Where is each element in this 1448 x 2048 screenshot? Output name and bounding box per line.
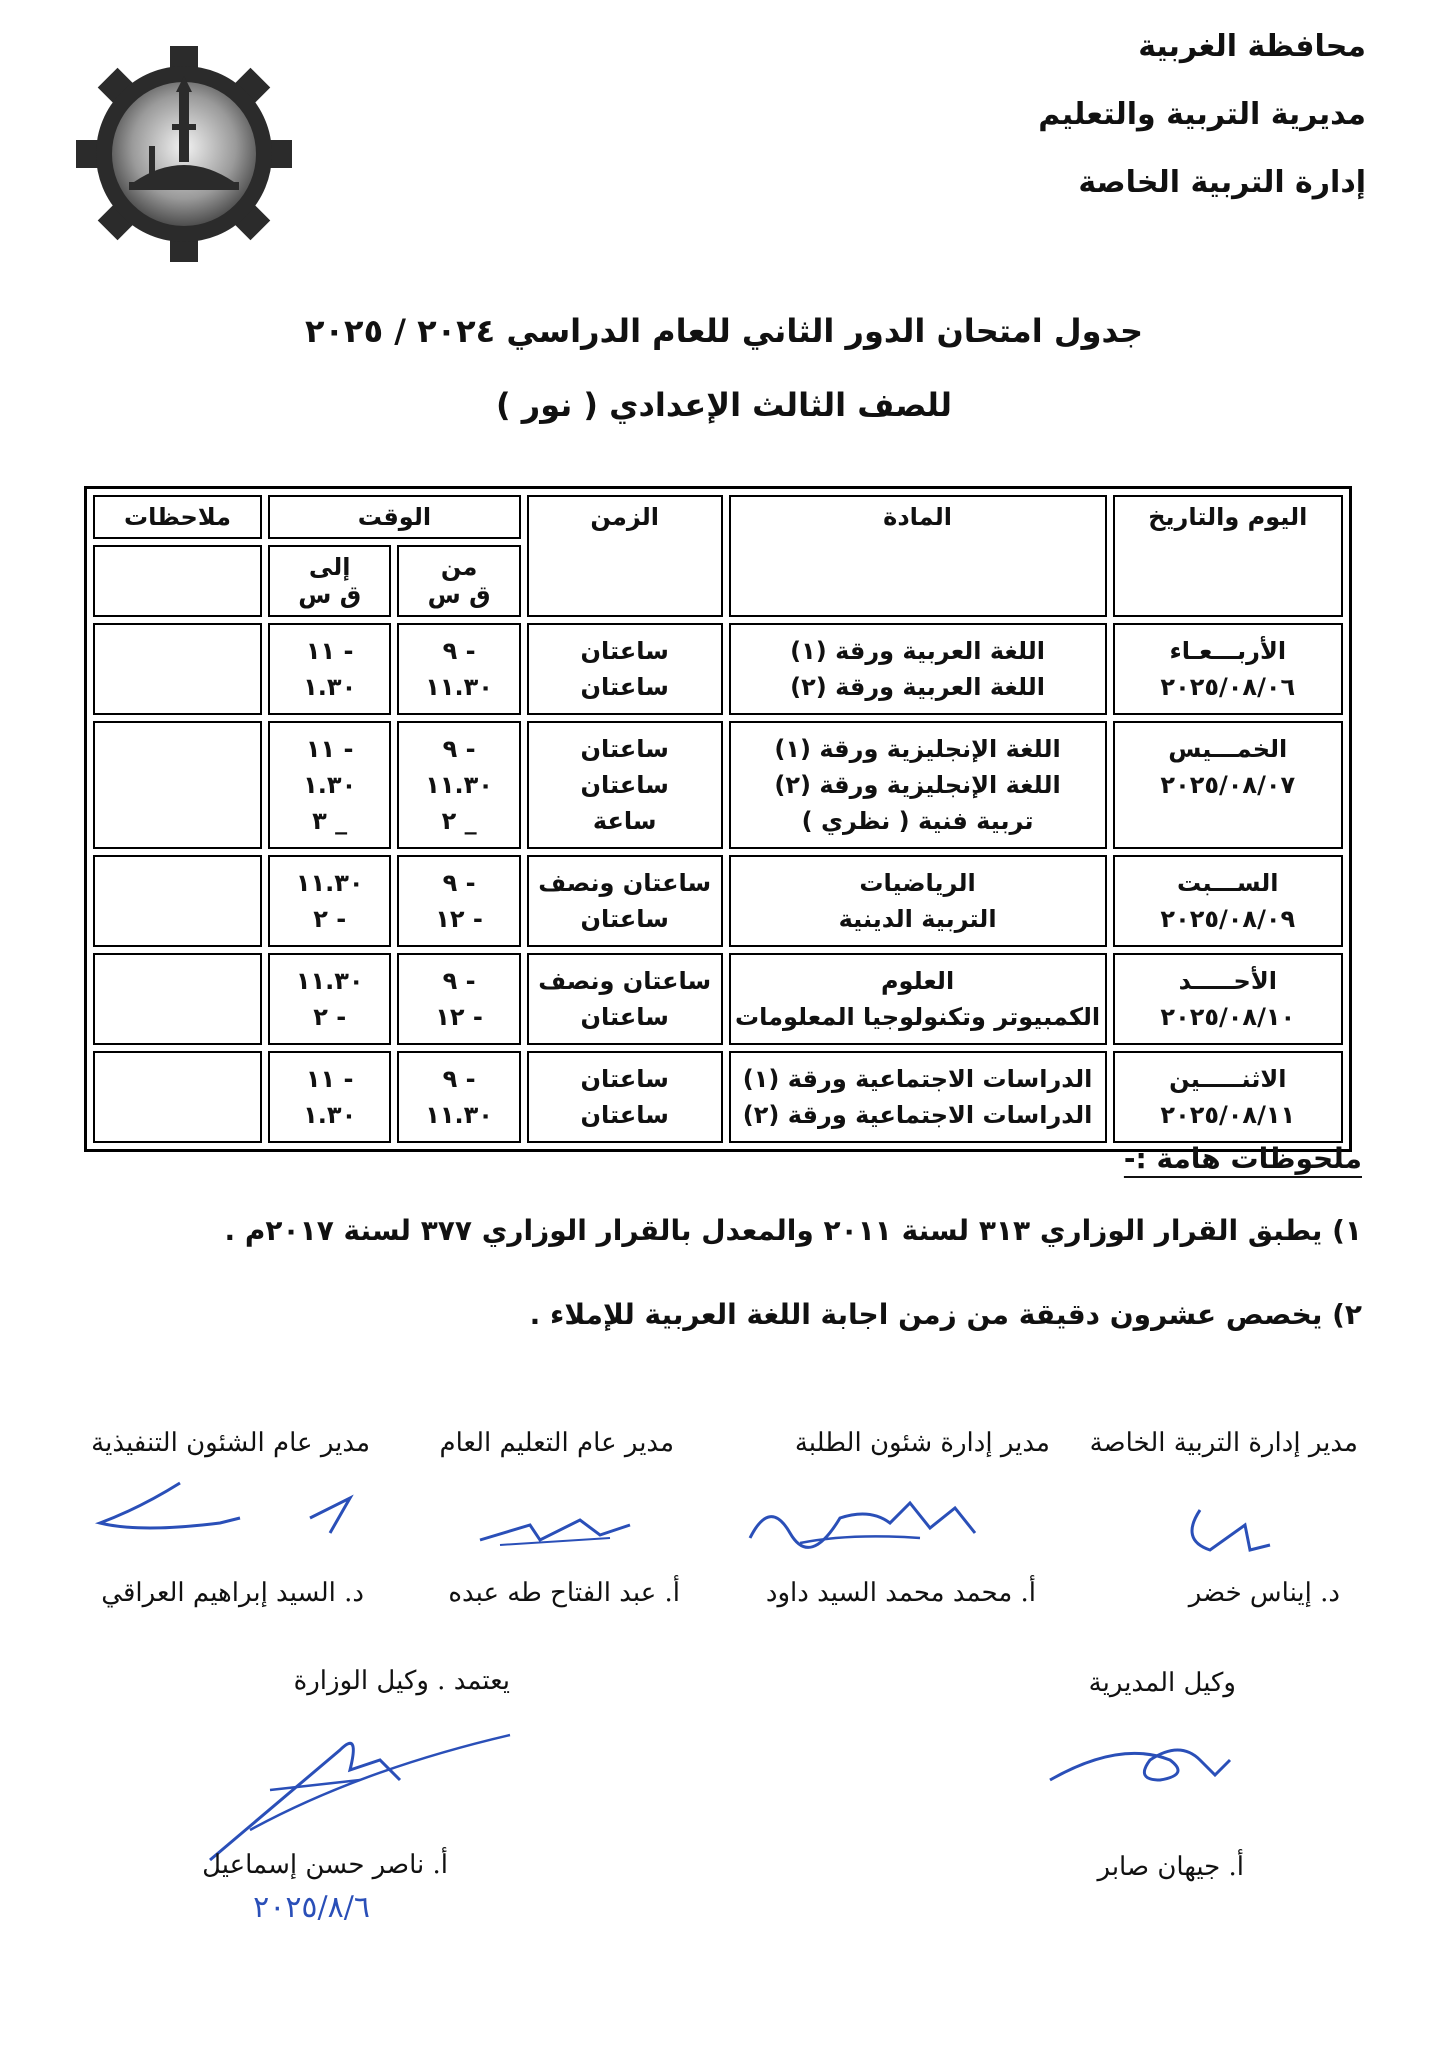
day-name: الأحـــــد: [1178, 967, 1277, 995]
time-to: ٢ -: [313, 905, 347, 933]
subject: اللغة الإنجليزية ورقة (٢): [774, 771, 1061, 799]
handwritten-date: ٢٠٢٥/٨/٦: [253, 1890, 370, 1925]
time-from: ١١.٣٠: [425, 1101, 493, 1129]
subject-cell: [729, 953, 1107, 1045]
day-date-cell: [1113, 721, 1343, 849]
governorate-line: محافظة الغربية: [1138, 29, 1366, 64]
duration: ساعة: [592, 807, 657, 835]
gear-minaret-logo-icon: [74, 44, 294, 264]
header-to: [268, 545, 391, 617]
duration: ساعتان: [580, 1101, 669, 1129]
time-from-cell: [397, 855, 520, 947]
subject: اللغة الإنجليزية ورقة (١): [774, 735, 1061, 763]
directorate-line: مديرية التربية والتعليم: [1038, 97, 1366, 132]
time-to: ١١.٣٠: [295, 869, 364, 897]
signatory-title: مدير عام التعليم العام: [439, 1428, 674, 1458]
time-from: ٩ -: [442, 735, 476, 763]
table-row: [93, 721, 1343, 849]
time-to-cell: [268, 721, 391, 849]
table-row: [93, 855, 1343, 947]
notes-cell: [93, 953, 262, 1045]
time-to-cell: [268, 953, 391, 1045]
exam-date: ٢٠٢٥/٠٨/٠٩: [1160, 905, 1296, 933]
to-label: إلى: [308, 553, 351, 581]
day-name: الأربـــعـاء: [1169, 637, 1287, 665]
duration-cell: [527, 1051, 723, 1143]
day-name: الاثنـــــين: [1169, 1065, 1287, 1093]
signatory-name: د. السيد إبراهيم العراقي: [101, 1578, 364, 1608]
note-item-1: ١) يطبق القرار الوزاري ٣١٣ لسنة ٢٠١١ والمعدل بالقرار الوزاري ٣٧٧ لسنة ٢٠١٧م .: [224, 1214, 1362, 1247]
time-to: ٢ -: [313, 1003, 347, 1031]
time-from: ٩ -: [442, 869, 476, 897]
subject: الرياضيات: [859, 869, 976, 897]
exam-date: ٢٠٢٥/٠٨/٠٦: [1160, 673, 1296, 701]
duration: ساعتان: [580, 1065, 669, 1093]
from-units: ق س: [427, 581, 491, 609]
duration: ساعتان ونصف: [538, 967, 712, 995]
time-to: ١١ -: [305, 1065, 354, 1093]
duration: ساعتان: [580, 771, 669, 799]
signature-mark: [470, 1500, 650, 1560]
time-to: ١١ -: [305, 735, 354, 763]
header-duration: الزمن: [527, 495, 723, 617]
exam-date: ٢٠٢٥/٠٨/٠٧: [1160, 771, 1296, 799]
time-from: ١٢ -: [435, 905, 483, 933]
header-subject: المادة: [729, 495, 1107, 617]
exam-date: ٢٠٢٥/٠٨/١٠: [1160, 1003, 1296, 1031]
day-name: الســـبت: [1177, 869, 1279, 897]
ministry-approval-title: يعتمد . وكيل الوزارة: [293, 1666, 510, 1696]
subject-cell: [729, 855, 1107, 947]
signatory-title: مدير إدارة التربية الخاصة: [1089, 1428, 1358, 1458]
signature-mark: [1170, 1480, 1290, 1580]
time-to: ١١ -: [305, 637, 354, 665]
notes-cell: [93, 1051, 262, 1143]
signatory-name: د. إيناس خضر: [1188, 1578, 1340, 1608]
department-line: إدارة التربية الخاصة: [1078, 165, 1366, 200]
note-item-2: ٢) يخصص عشرون دقيقة من زمن اجابة اللغة العربية للإملاء .: [529, 1298, 1362, 1331]
subject: تربية فنية ( نظري ): [801, 807, 1034, 835]
deputy-directorate-title: وكيل المديرية: [1088, 1668, 1236, 1698]
duration: ساعتان: [580, 637, 669, 665]
subject: اللغة العربية ورقة (٢): [790, 673, 1046, 701]
duration-cell: [527, 953, 723, 1045]
day-date-cell: [1113, 953, 1343, 1045]
time-from-cell: [397, 953, 520, 1045]
time-from-cell: [397, 721, 520, 849]
day-date-cell: [1113, 1051, 1343, 1143]
important-notes: [1124, 1142, 1362, 1175]
signatory-name: أ. محمد محمد السيد داود: [765, 1578, 1036, 1608]
deputy-directorate-name: أ. جيهان صابر: [1097, 1852, 1244, 1882]
exam-date: ٢٠٢٥/٠٨/١١: [1160, 1101, 1296, 1129]
header-notes: ملاحظات: [93, 495, 262, 539]
duration-cell: [527, 721, 723, 849]
to-units: ق س: [298, 581, 362, 609]
subject-cell: [729, 1051, 1107, 1143]
subject: الدراسات الاجتماعية ورقة (١): [742, 1065, 1093, 1093]
duration: ساعتان: [580, 1003, 669, 1031]
header-time: الوقت: [268, 495, 521, 539]
letterhead: [1038, 30, 1366, 234]
notes-cell: [93, 855, 262, 947]
subject-cell: [729, 623, 1107, 715]
time-to: ١١.٣٠: [295, 967, 364, 995]
notes-cell: [93, 623, 262, 715]
time-to: ١.٣٠: [303, 771, 357, 799]
duration: ساعتان: [580, 673, 669, 701]
day-date-cell: [1113, 855, 1343, 947]
page-subtitle: للصف الثالث الإعدادي ( نور ): [496, 386, 952, 424]
header-day-date: اليوم والتاريخ: [1113, 495, 1343, 617]
table-row: [93, 953, 1343, 1045]
subject: التربية الدينية: [838, 905, 997, 933]
time-from-cell: [397, 623, 520, 715]
subject: الدراسات الاجتماعية ورقة (٢): [742, 1101, 1093, 1129]
day-date-cell: [1113, 623, 1343, 715]
signature-mark: [80, 1468, 380, 1558]
from-label: من: [440, 553, 478, 581]
header-notes-blank: [93, 545, 262, 617]
time-to: ١.٣٠: [303, 1101, 357, 1129]
notes-cell: [93, 721, 262, 849]
time-to-cell: [268, 855, 391, 947]
notes-title: ملحوظات هامة :-: [1123, 1142, 1362, 1175]
table-row: [93, 623, 1343, 715]
table-row: [93, 1051, 1343, 1143]
time-to-cell: [268, 1051, 391, 1143]
day-name: الخمـــيس: [1168, 735, 1288, 763]
time-from: ١١.٣٠: [425, 673, 493, 701]
exam-schedule-table: [84, 486, 1352, 1152]
duration: ساعتان: [580, 905, 669, 933]
duration-cell: [527, 855, 723, 947]
signatory-title: مدير عام الشئون التنفيذية: [91, 1428, 370, 1458]
time-from: ١١.٣٠: [425, 771, 493, 799]
duration: ساعتان ونصف: [538, 869, 712, 897]
page-title: جدول امتحان الدور الثاني للعام الدراسي ٢٠٢٤ / ٢٠٢٥: [304, 312, 1144, 350]
time-from: ١٢ -: [435, 1003, 483, 1031]
header-from: [397, 545, 520, 617]
time-to-cell: [268, 623, 391, 715]
signature-mark: [1040, 1720, 1260, 1820]
time-from: ٩ -: [442, 967, 476, 995]
signatory-title: مدير إدارة شئون الطلبة: [794, 1428, 1050, 1458]
ministry-deputy-name: أ. ناصر حسن إسماعيل: [202, 1850, 448, 1880]
time-to: ٣ _: [312, 807, 348, 835]
time-from: ٢ _: [441, 807, 477, 835]
time-from: ٩ -: [442, 637, 476, 665]
subject: الكمبيوتر وتكنولوجيا المعلومات: [734, 1003, 1101, 1031]
duration: ساعتان: [580, 735, 669, 763]
subject: العلوم: [880, 967, 955, 995]
time-from: ٩ -: [442, 1065, 476, 1093]
signatory-name: أ. عبد الفتاح طه عبده: [448, 1578, 680, 1608]
duration-cell: [527, 623, 723, 715]
subject-cell: [729, 721, 1107, 849]
subject: اللغة العربية ورقة (١): [790, 637, 1046, 665]
signature-mark: [730, 1478, 990, 1568]
time-to: ١.٣٠: [303, 673, 357, 701]
time-from-cell: [397, 1051, 520, 1143]
